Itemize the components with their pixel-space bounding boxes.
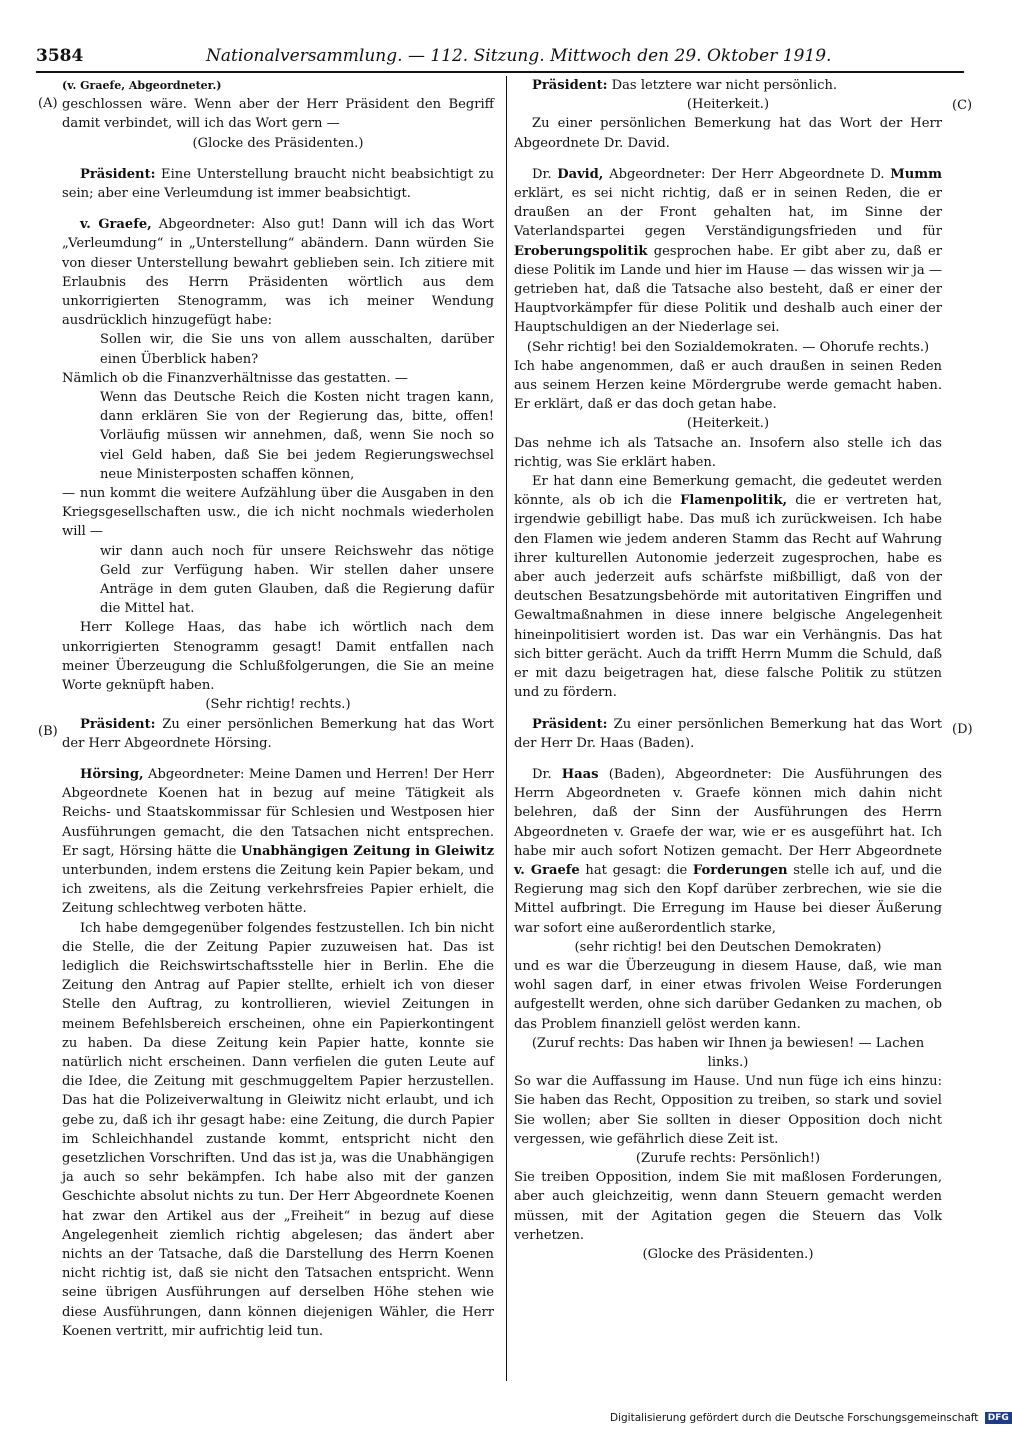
interjection: (Glocke des Präsidenten.) — [642, 1246, 814, 1262]
paragraph: Nämlich ob die Finanzverhältnisse das gestatten. — — [62, 370, 408, 386]
speaker-name: Präsident: — [532, 716, 608, 732]
speech-paragraph — [514, 472, 942, 702]
interjection: (Zuruf rechts: Das haben wir Ihnen ja bewiesen! — Lachen links.) — [531, 1035, 925, 1070]
column-divider — [506, 76, 507, 1381]
speech-text: Abgeordneter: Der Herr Abgeordnete D. — [603, 166, 891, 182]
paragraph: So war die Auffassung im Hause. Und nun füge ich eins hinzu: Sie haben das Recht, Opposition zu treiben, so stark und soviel Sie wollen; aber Sie sollten in dieser Opposition doch nicht vergessen, wie gefährlich diese Zeit ist. — [514, 1074, 942, 1147]
paragraph: Ich habe demgegenüber folgendes festzustellen. Ich bin nicht die Stelle, die der Zeitung Papier zuzuweisen hat. Das ist lediglich die Reichswirtschaftsstelle hier in Berlin. Ehe die Zeitung den Antrag auf Papier stellte, erhielt ich von dieser Stelle den Auftrag, zu kontrollieren, wieviel Zeitungen in meinem Befehlsbereich erscheinen, ohne ein Papierkontingent zu haben. Da diese Zeitung kein Papier hatte, konnte sie natürlich nicht erscheinen. Dann verfielen die guten Leute auf die Idee, die Zeitung mit geschmuggeltem Papier herzustellen. Das hat die Polizeiverwaltung in Gleiwitz nicht erlaubt, und ich gebe zu, daß ich ihr gesagt habe: eine Zeitung, die durch Papier im Schleichhandel zustande kommt, entspricht nicht den gesetzlichen Vorschriften. Und das ist ja, was die Unabhängigen ja auch so sehr bekämpfen. Ich habe also mit der ganzen Geschichte absolut nichts zu tun. Der Herr Abgeordnete Koenen hat zwar den Artikel aus der „Freiheit“ in bezug auf diese Angelegenheit ziemlich richtig abgelesen; das ändert aber nichts an der Tatsache, daß die Darstellung des Herrn Koenen nicht richtig ist, daß sie nicht den Tatsachen entspricht. Wenn seine übrigen Ausführungen auf derselben Höhe stehen wie diese Ausführungen, dann können diejenigen Wähler, die Herr Koenen vertritt, mir aufrichtig leid tun. — [62, 920, 494, 1339]
paragraph: Das nehme ich als Tatsache an. Insofern also stelle ich das richtig, was Sie erklärt haben. — [514, 435, 942, 470]
speech-paragraph — [514, 765, 942, 938]
page-number: 3584 — [36, 46, 84, 66]
emphasis: Flamenpolitik, — [680, 493, 788, 509]
speech-text: hat gesagt: die — [579, 862, 693, 878]
right-column — [514, 76, 942, 1264]
interjection: (Heiterkeit.) — [686, 416, 770, 432]
speaker-name: David, — [557, 166, 604, 182]
speech-text: Das letztere war nicht persönlich. — [607, 78, 838, 93]
interjection: (Glocke des Präsidenten.) — [192, 135, 364, 151]
speaker-name: Präsident: — [80, 166, 156, 182]
paragraph: und es war die Überzeugung in diesem Hause, daß, wie man wohl sagen darf, in einer etwas frivolen Weise Forderungen aufgestellt werden, ohne sich darüber Gedanken zu machen, ob das Problem finanziell gelöst werden kann. — [514, 958, 942, 1032]
emphasis: Mumm — [890, 166, 942, 182]
speech-paragraph — [514, 76, 942, 95]
digitization-footer — [610, 1412, 1012, 1424]
emphasis: v. Graefe — [514, 862, 580, 878]
interjection: (Sehr richtig! bei den Sozialdemokraten. — Ohorufe rechts.) — [526, 339, 930, 355]
interjection: (Heiterkeit.) — [686, 97, 770, 113]
speech-paragraph — [514, 715, 942, 753]
speaker-continuation: (v. Graefe, Abgeordneter.) — [62, 79, 222, 92]
left-column — [62, 76, 494, 1341]
speech-text: Abgeordneter: Also gut! Dann will ich das Wort „Verleumdung“ in „Unterstellung“ abändern. Dann würden Sie von dieser Unterstellung bewahrt geblieben sein. Ich zitiere mit Erlaubnis des Herrn Präsidenten wörtlich aus dem unkorrigierten Stenogramm, was ich meiner Wendung ausdrücklich hinzugefügt habe: — [62, 217, 494, 329]
speaker-name: v. Graefe, — [80, 217, 152, 233]
speech-text: die er vertreten hat, irgendwie gebilligt habe. Das muß ich zurückweisen. Ich habe den Flamen wie jedem anderen Stamm das Recht auf Wahrung ihrer kulturellen Autonomie jederzeit zugesprochen, habe es aber auch jederzeit aufs schärfste mißbilligt, daß von der deutschen Besatzungsbehörde mit autoritativen Eingriffen und Gewaltmaßnahmen in diese innere belgische Angelegenheit hineinpolitisiert worden ist. Das war ein Verhängnis. Das hat sich bitter gerächt. Auch da trifft Herrn Mumm die Schuld, daß er mit dazu beigetragen hat, diese falsche Politik zu stützen und zu fördern. — [514, 493, 942, 701]
interjection: (Zurufe rechts: Persönlich!) — [635, 1150, 821, 1166]
paragraph: Herr Kollege Haas, das habe ich wörtlich nach dem unkorrigierten Stenogramm gesagt! Damit entfallen nach meiner Überzeugung die Schlußfolgerungen, die Sie an meine Worte geknüpft haben. — [62, 620, 494, 694]
quotation: Wenn das Deutsche Reich die Kosten nicht tragen kann, dann erklären Sie von der Regierung das, bitte, offen! Vorläufig müssen wir annehmen, daß, wenn Sie noch so viel Geld haben, daß Sie bei jedem Regierungswechsel neue Ministerposten schaffen können, — [100, 390, 494, 482]
speech-text: Zu einer persönlichen Bemerkung hat das Wort der Herr Abgeordnete Hörsing. — [62, 716, 494, 751]
paragraph: geschlossen wäre. Wenn aber der Herr Präsident den Begriff damit verbindet, will ich das Wort gern — — [62, 97, 494, 132]
margin-mark-d: (D) — [952, 722, 973, 737]
speech-text: unterbunden, indem erstens die Zeitung kein Papier bekam, und ich zweitens, als die Zeitung verkehrsfreies Papier erhielt, die Zeitung schlechtweg verboten hätte. — [62, 862, 494, 917]
emphasis: Forderungen — [692, 862, 788, 878]
paragraph: — nun kommt die weitere Aufzählung über die Ausgaben in den Kriegsgesellschaften usw., die ich nicht nochmals wiederholen will — — [62, 486, 494, 540]
margin-mark-a: (A) — [38, 96, 58, 111]
speech-text: (Baden), Abgeordneter: Die Ausführungen des Herrn Abgeordneten v. Graefe können mich dahin nicht belehren, daß der Sinn der Ausführungen des Herrn Abgeordneten v. Graefe der war, wie er es ausgeführt hat. Ich habe mir auch sofort Notizen gemacht. Der Herr Abgeordnete — [514, 766, 942, 859]
speech-text: Eine Unterstellung braucht nicht beabsichtigt zu sein; aber eine Verleumdung ist immer beabsichtigt. — [62, 166, 494, 202]
speaker-name: Präsident: — [532, 78, 608, 93]
footer-text: Digitalisierung gefördert durch die Deutsche Forschungsgemeinschaft — [610, 1412, 979, 1424]
speech-text: Dr. — [532, 766, 562, 782]
speech-paragraph — [62, 765, 494, 919]
margin-mark-c: (C) — [952, 98, 973, 113]
paragraph: Ich habe angenommen, daß er auch draußen in seinen Reden aus seinem Herzen keine Mördergrube werde gemacht haben. Er erklärt, daß er das doch getan habe. — [514, 358, 942, 413]
dfg-logo: DFG — [985, 1412, 1012, 1424]
speech-text: Dr. — [532, 166, 558, 182]
speech-paragraph — [62, 165, 494, 203]
header-rule — [36, 71, 964, 73]
running-head: Nationalversammlung. — 112. Sitzung. Mittwoch den 29. Oktober 1919. — [206, 46, 832, 66]
emphasis: Unabhängigen Zeitung in Gleiwitz — [241, 843, 495, 859]
page-header — [36, 46, 964, 70]
speech-text: stelle ich auf, und die Regierung mag sich den Kopf darüber zerbrechen, wie sie die Mittel aufbringt. Die Erregung im Hause bei dieser Äußerung war sofort eine außerordentlich starke, — [514, 862, 942, 936]
speech-paragraph — [514, 165, 942, 338]
quotation: wir dann auch noch für unsere Reichswehr das nötige Geld zur Verfügung haben. Wir stellen daher unsere Anträge in dem guten Glauben, daß die Regierung dafür die Mittel hat. — [100, 543, 494, 617]
speech-text: Er hat dann eine Bemerkung gemacht, die gedeutet werden könnte, als ob ich die — [514, 474, 942, 509]
paragraph: Sie treiben Opposition, indem Sie mit maßlosen Forderungen, aber auch gleichzeitig, wenn dann Steuern gemacht werden müssen, mit der Agitation gegen die Steuern das Volk verhetzen. — [514, 1170, 942, 1243]
speech-paragraph — [62, 215, 494, 330]
speech-text: erklärt, es sei nicht richtig, daß er in seinen Reden, die er draußen an der Front gehalten hat, im Sinne der Vaterlandspartei gegen Verständigungsfrieden und für — [514, 186, 942, 240]
emphasis: Eroberungspolitik — [514, 243, 648, 259]
interjection: (sehr richtig! bei den Deutschen Demokraten) — [574, 939, 882, 955]
interjection: (Sehr richtig! rechts.) — [205, 697, 351, 713]
speaker-name: Hörsing, — [80, 766, 144, 782]
speech-text: gesprochen habe. Er gibt aber zu, daß er diese Politik im Lande und hier im Hause — das wissen wir ja — getrieben hat, daß die Tatsache also besteht, daß er einer der Hauptvorkämpfer für diese Politik und deshalb auch einer der Hauptschuldigen an der Niederlage sei. — [514, 243, 942, 336]
speech-paragraph — [62, 715, 494, 753]
speaker-name: Haas — [561, 766, 599, 782]
margin-mark-b: (B) — [38, 724, 58, 739]
paragraph: Zu einer persönlichen Bemerkung hat das Wort der Herr Abgeordnete Dr. David. — [514, 116, 942, 151]
speech-text: Zu einer persönlichen Bemerkung hat das Wort der Herr Dr. Haas (Baden). — [514, 716, 942, 751]
quotation: Sollen wir, die Sie uns von allem ausschalten, darüber einen Überblick haben? — [100, 332, 494, 367]
speech-text: Abgeordneter: Meine Damen und Herren! Der Herr Abgeordnete Koenen hat in bezug auf meine Tätigkeit als Reichs- und Staatskommissar für Schlesien und Westposen hier Ausführungen gemacht, die den Tatsachen nicht entsprechen. Er sagt, Hörsing hätte die — [62, 766, 494, 859]
speaker-name: Präsident: — [80, 716, 156, 732]
